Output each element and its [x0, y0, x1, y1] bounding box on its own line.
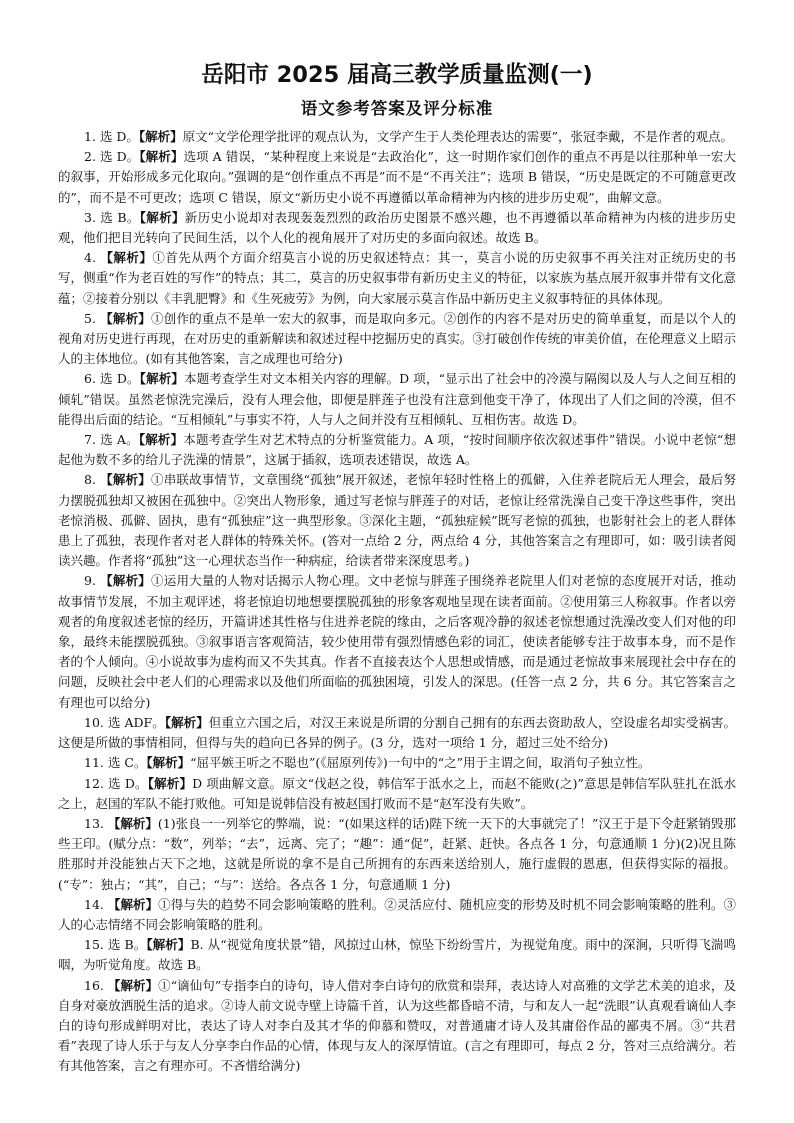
answer-prefix: 12. 选 D。 — [84, 775, 148, 791]
answer-prefix: 2. 选 D。 — [84, 149, 140, 165]
answer-text: 本题考查学生对文本相关内容的理解。D 项，“显示出了社会中的冷漠与隔阂以及人与人之间互相的倾轧”错误。虽然老惊洗完澡后，没有人理会他，即便是胖莲子也没有注意到他变干净了，体现出了人们之间的冷漠，但不能得出后面的结论。“互相倾轧”与事实不符，人与人之间并没有互相倾轧、互相伤害。故选 D。 — [58, 371, 736, 427]
analysis-tag: 【解析】 — [100, 472, 151, 488]
analysis-tag: 【解析】 — [107, 815, 158, 831]
analysis-tag: 【解析】 — [138, 129, 183, 144]
analysis-tag: 【解析】 — [100, 573, 152, 589]
answer-prefix: 14. — [84, 896, 108, 912]
answer-item — [58, 127, 736, 147]
analysis-tag: 【解析】 — [100, 250, 153, 266]
answer-text: ①“谪仙句”专指李白的诗句，诗人借对李白诗句的欣赏和崇拜，表达诗人对高雅的文学艺术美的追求，及自身对豪放洒脱生活的追求。②诗人前文说寺壁上诗篇千首，认为这些都昏暗不清，与和友人一起“洗眼”认真观看谪仙人李白的诗句形成鲜明对比，表达了诗人对李白及其才华的仰慕和赞叹，对普通庸才诗人及其庸俗作品的鄙夷不屑。③“共君看”表现了诗人乐于与友人分享李白作品的心情，体现与友人的深厚情谊。(言之有理即可，每点 2 分，答对三点给满分。若有其他答案，言之有理亦可。不吝惜给满分) — [58, 977, 736, 1074]
answer-text: 原文“文学伦理学批评的观点认为，文学产生于人类伦理表达的需要”，张冠李戴，不是作者的观点。 — [182, 129, 733, 144]
answer-item — [58, 147, 736, 208]
analysis-tag: 【解析】 — [139, 371, 185, 387]
answer-item — [58, 814, 736, 895]
answer-prefix: 7. 选 A。 — [84, 432, 139, 448]
answer-text: 本题考查学生对艺术特点的分析鉴赏能力。A 项，“按时间顺序依次叙述事件”错误。小说中老惊“想起他为数不多的给儿子洗澡的情景”，这属于插叙，选项表述错误，故选 A。 — [58, 432, 736, 468]
page-title: 岳阳市 2025 届高三教学质量监测(一) — [201, 62, 593, 88]
analysis-tag: 【解析】 — [146, 937, 191, 953]
answer-prefix: 10. 选 ADF。 — [84, 714, 165, 730]
answer-text: ①运用大量的人物对话揭示人物心理。文中老惊与胖莲子围绕养老院里人们对老惊的态度展开对话，推动故事情节发展，不加主观评述，将老惊迫切地想要摆脱孤独的形象客观地呈现在读者面前。②使用第三人称叙事。作者以旁观者的角度叙述老惊的经历，开篇讲述其性格与住进养老院的缘由，之后客观冷静的叙述老惊想通过洗澡改变人们对他的印象，最终未能摆脱孤独。③叙事语言客观简洁，较少使用带有强烈情感色彩的词汇，使读者能够专注于故事本身，而不是作者的个人倾向。④小说故事为虚构而又不失其真。作者不直接表达个人思想或情感，而是通过老惊故事来展现社会中存在的问题，反映社会中老人们的心理需求以及他们所面临的孤独困境，引发人的深思。(任答一点 2 分，共 6 分。其它答案言之有理也可以给分) — [58, 573, 736, 710]
answer-prefix: 13. — [84, 815, 108, 831]
analysis-tag: 【解析】 — [107, 896, 159, 912]
answer-item — [58, 753, 736, 773]
answer-text: 选项 A 错误，“某种程度上来说是“去政治化”，这一时期作家们创作的重点不再是以往那种单一宏大的叙事，开始形成多元化取向。”强调的是“创作重点不再是”而不是“不再关注”；选项 B 错误，“历史是既定的不可随意更改的”，而不是不可更改；选项 C 错误，原文“新历史小说不再遵循以革命精神为内核的进步历史观”，曲解文意。 — [58, 149, 736, 205]
answer-text: (1)张良一一列举它的弊端，说：“(如果这样的话)陛下统一天下的大事就完了！”汉王于是下令赶紧销毁那些王印。(赋分点：“数”，列举；“去”，远离、完了；“趣”：通“促”，赶紧、赶快。各点各 1 分，句意通顺 1 分)(2)况且陈胜那时并没能独占天下之地，这就是所说的拿不是自己所拥有的东西来送给别人，施行虚假的恩惠，但获得实际的福报。(“专”：独占；“其”，自己；“与”：送给。各点各 1 分，句意通顺 1 分) — [58, 815, 736, 892]
answer-list — [58, 127, 736, 1077]
answer-item — [58, 571, 736, 712]
answer-text: ①创作的重点不是单一宏大的叙事，而是取向多元。②创作的内容不是对历史的简单重复，而是以个人的视角对历史进行再现，在对历史的重新解读和叙述过程中挖掘历史的真实。③打破创作传统的审美价值，在伦理意义上昭示人的主体地位。(如有其他答案，言之成理也可给分) — [58, 310, 736, 367]
answer-text: B. 从“视觉角度状景”错，风掠过山林，惊坠下纷纷雪片，为视觉角度。雨中的深涧，只听得飞湍鸣咽，为听觉角度。故选 B。 — [58, 937, 736, 973]
answer-prefix: 4. — [84, 250, 101, 266]
page-subtitle: 语文参考答案及评分标准 — [300, 99, 494, 118]
answer-text: 新历史小说却对表现轰轰烈烈的政治历史图景不感兴趣，也不再遵循以革命精神为内核的进步历史观，他们把目光转向了民间生活，以个人化的视角展开了对历史的多面向叙述。故选 B。 — [58, 209, 736, 246]
answer-prefix: 15. 选 B。 — [84, 937, 147, 953]
answer-item — [58, 369, 736, 430]
answer-prefix: 3. 选 B。 — [84, 209, 140, 225]
answer-text: D 项曲解文意。原文“伐赵之役，韩信军于泜水之上，而赵不能败(之)”意思是韩信军队驻扎在泜水之上，赵国的军队不能打败他。可知是说韩信没有被赵国打败而不是“赵军没有失败”。 — [58, 775, 736, 811]
answer-text: ①得与失的趋势不同会影响策略的胜利。②灵活应付、随机应变的形势及时机不同会影响策略的胜利。③人的心志情绪不同会影响策略的胜利。 — [58, 896, 736, 932]
answer-item — [58, 774, 736, 814]
answer-item — [58, 935, 736, 975]
answer-item — [58, 309, 736, 370]
answer-prefix: 5. — [84, 310, 101, 326]
answer-item — [58, 895, 736, 935]
analysis-tag: 【解析】 — [107, 977, 159, 993]
answer-item — [58, 208, 736, 248]
analysis-tag: 【解析】 — [139, 149, 184, 165]
answer-prefix: 1. 选 D。 — [84, 129, 139, 144]
answer-prefix: 6. 选 D。 — [84, 371, 140, 387]
answer-text: “屈平嫉王听之不聪也”(《屈原列传》)一句中的“之”用于主谓之间，取消句子独立性。 — [190, 755, 651, 771]
answer-prefix: 9. — [84, 573, 101, 589]
answer-item — [58, 976, 736, 1077]
answer-item — [58, 430, 736, 470]
answer-prefix: 11. 选 C。 — [84, 755, 147, 771]
answer-prefix: 16. — [84, 977, 108, 993]
analysis-tag: 【解析】 — [164, 714, 209, 730]
analysis-tag: 【解析】 — [147, 775, 193, 791]
answer-item — [58, 470, 736, 571]
analysis-tag: 【解析】 — [146, 755, 191, 771]
answer-prefix: 8. — [84, 472, 101, 488]
analysis-tag: 【解析】 — [138, 432, 184, 448]
answer-text: 但重立六国之后，对汉王来说是所谓的分割自己拥有的东西去资助敌人，空设虚名却实受祸害。这便是所做的事情相同，但得与失的趋向已各异的例子。(3 分，选对一项给 1 分，超过三处不给分) — [58, 714, 736, 751]
analysis-tag: 【解析】 — [100, 310, 152, 326]
answer-text: ①串联故事情节，文章围绕“孤独”展开叙述，老惊年轻时性格上的孤僻，入住养老院后无人理会，最后努力摆脱孤独却又被困在孤独中。②突出人物形象，通过写老惊与胖莲子的对话，老惊让经常洗澡自己变干净这些事件，突出老惊消极、孤僻、固执，患有“孤独症”这一典型形象。③深化主题，“孤独症候”既写老惊的孤独，也影射社会上的老人群体患上了孤独，表现作者对老人群体的特殊关怀。(答对一点给 2 分，两点给 4 分，其他答案言之有理即可，如：吸引读者阅读兴趣。作者将“孤独”这一心理状态当作一种病症，给读者带来深度思考。) — [58, 472, 736, 569]
answer-item — [58, 248, 736, 309]
analysis-tag: 【解析】 — [139, 209, 185, 225]
answer-text: ①首先从两个方面介绍莫言小说的历史叙述特点：其一，莫言小说的历史叙事不再关注对正统历史的书写，侧重“作为老百姓的写作”的特点；其二，莫言的历史叙事带有新历史主义的特征，以家族为基点展开叙事并带有文化意蕴；②接着分别以《丰乳肥臀》和《生死疲劳》为例，向大家展示莫言作品中新历史主义叙事特征的具体体现。 — [58, 250, 736, 306]
answer-item — [58, 713, 736, 753]
